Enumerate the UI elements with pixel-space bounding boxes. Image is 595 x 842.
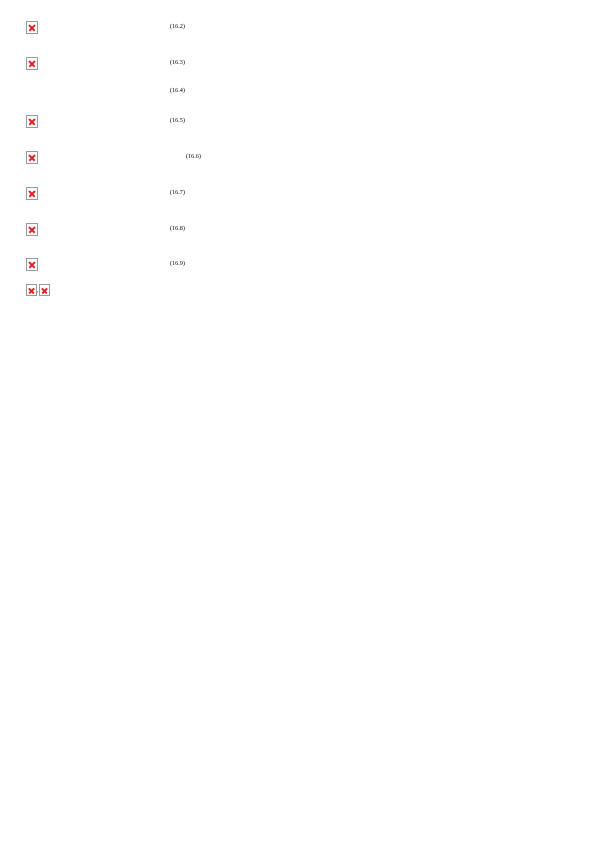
formula-row-16-3: [26, 48, 574, 78]
broken-image-icon: [26, 284, 37, 296]
broken-image-icon: [26, 151, 38, 164]
equation-number: (16.8): [170, 224, 185, 232]
broken-image-icon: [26, 57, 38, 70]
formula-row-16-4: [26, 84, 574, 98]
equation-number: (16.6): [186, 152, 201, 160]
formula-row-16-5: [26, 106, 574, 136]
paragraph-last: [26, 284, 574, 296]
equation-number: (16.2): [170, 22, 185, 30]
equation-number: (16.4): [170, 86, 185, 94]
equation-number: (16.7): [170, 188, 185, 196]
broken-image-icon: [26, 21, 38, 34]
equation-number: (16.5): [170, 116, 185, 124]
formula-row-16-8: [26, 214, 574, 244]
formula-row-16-7: [26, 178, 574, 208]
equation-number: (16.3): [170, 58, 185, 66]
document-body: [26, 6, 574, 302]
broken-image-icon: [39, 284, 50, 296]
formula-row-16-9: [26, 249, 574, 279]
broken-image-icon: [26, 223, 38, 236]
formula-row-16-6: [26, 142, 574, 172]
equation-number: (16.9): [170, 259, 185, 267]
formula-row-16-2: [26, 12, 574, 42]
broken-image-icon: [26, 258, 38, 271]
broken-image-icon: [26, 115, 38, 128]
broken-image-icon: [26, 187, 38, 200]
